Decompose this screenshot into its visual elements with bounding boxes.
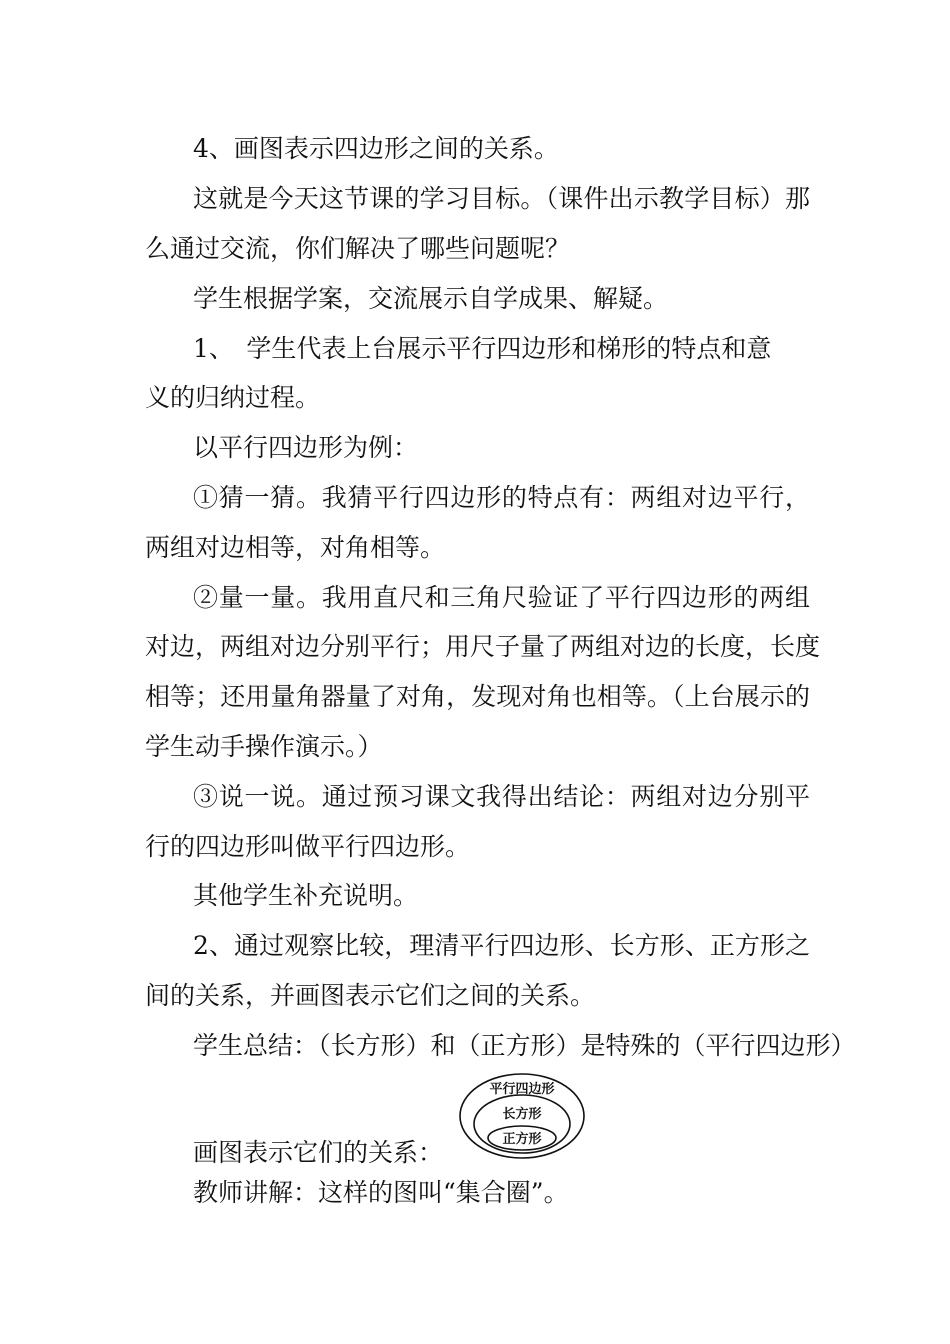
middle-label: 长方形 xyxy=(502,1107,542,1122)
text-line: 行的四边形叫做平行四边形。 xyxy=(145,832,471,861)
text-line: 学生根据学案，交流展示自学成果、解疑。 xyxy=(193,284,669,313)
text-line: ③说一说。通过预习课文我得出结论：两组对边分别平 xyxy=(193,782,810,811)
text-line: 这就是今天这节课的学习目标。（课件出示教学目标）那 xyxy=(193,184,810,213)
text-line: ①猜一猜。我猜平行四边形的特点有：两组对边平行， xyxy=(193,483,810,512)
inner-label: 正方形 xyxy=(502,1132,542,1147)
text-line: 义的归纳过程。 xyxy=(145,383,321,412)
outer-label: 平行四边形 xyxy=(489,1082,555,1097)
text-line: 学生动手操作演示。） xyxy=(145,732,383,761)
text-line: 间的关系，并画图表示它们之间的关系。 xyxy=(145,981,596,1010)
text-line: 学生总结：（长方形）和（正方形）是特殊的（平行四边形） xyxy=(193,1031,856,1060)
text-line: 两组对边相等，对角相等。 xyxy=(145,533,446,562)
text-line: 以平行四边形为例： xyxy=(193,433,419,462)
text-line: 其他学生补充说明。 xyxy=(193,881,419,910)
text-line: 么通过交流，你们解决了哪些问题呢？ xyxy=(145,234,571,263)
text-line: 2、通过观察比较，理清平行四边形、长方形、正方形之 xyxy=(193,931,810,960)
text-line: ②量一量。我用直尺和三角尺验证了平行四边形的两组 xyxy=(193,583,810,612)
text-line: 对边，两组对边分别平行；用尺子量了两组对边的长度，长度 xyxy=(145,632,821,661)
text-line: 相等；还用量角器量了对角，发现对角也相等。（上台展示的 xyxy=(145,682,810,711)
text-line: 4、画图表示四边形之间的关系。 xyxy=(193,134,559,163)
text-line: 教师讲解：这样的图叫“集合圈”。 xyxy=(193,1178,569,1207)
text-line: 画图表示它们的关系： xyxy=(193,1138,444,1167)
text-line: 1、 学生代表上台展示平行四边形和梯形的特点和意 xyxy=(193,334,772,363)
